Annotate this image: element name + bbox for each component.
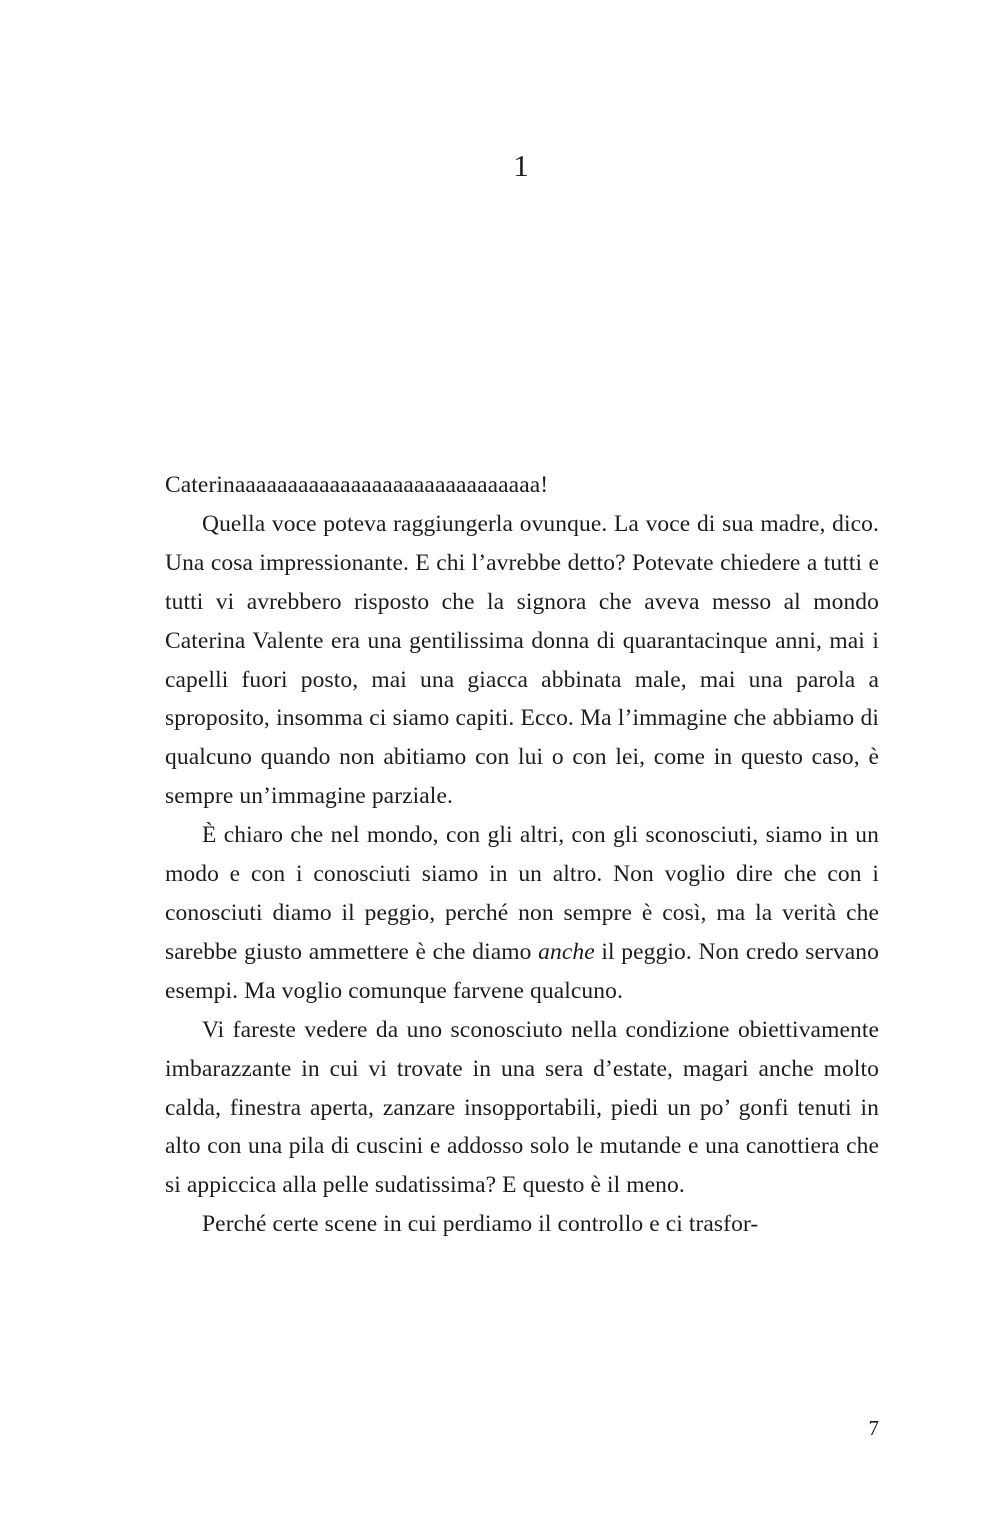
- paragraph: [165, 505, 879, 816]
- text-run: Vi fareste vedere da uno sconosciuto nella condizione obiettivamente imbarazzante in cui vi trovate in una sera d’estate, magari anche molto calda, finestra aperta, zanzare insopportabili, piedi un po’ gonfi tenuti in alto con una pila di cuscini e addosso solo le mutande e una canottiera che si appiccica alla pelle sudatissima? E questo è il meno.: [165, 1016, 879, 1199]
- text-run: Perché certe scene in cui perdiamo il controllo e ci trasfor-: [202, 1211, 759, 1238]
- page-number: 7: [868, 1416, 879, 1440]
- paragraph: [165, 466, 879, 505]
- paragraph: [165, 1011, 879, 1206]
- paragraph: [165, 816, 879, 1011]
- italic-text-run: anche: [538, 938, 595, 965]
- paragraph: [165, 1205, 879, 1244]
- body-text: [165, 466, 879, 1244]
- text-run: È chiaro che nel mondo, con gli altri, con gli sconosciuti, siamo in un modo e con i conosciuti siamo in un altro. Non voglio dire che con i conosciuti diamo il peggio, perché non sempre è così, ma la verità che sarebbe giusto ammettere è che diamo: [165, 822, 879, 965]
- chapter-number: 1: [513, 148, 529, 183]
- text-run: il peggio. Non credo servano esempi. Ma voglio comunque farvene qualcuno.: [165, 938, 879, 1004]
- text-run: Quella voce poteva raggiungerla ovunque. La voce di sua madre, dico. Una cosa impressionante. E chi l’avrebbe detto? Potevate chiedere a tutti e tutti vi avrebbero risposto che la signora che aveva messo al mondo Caterina Valente era una gentilissima donna di quarantacinque anni, mai i capelli fuori posto, mai una giacca abbinata male, mai una parola a sproposito, insomma ci siamo capiti. Ecco. Ma l’immagine che abbiamo di qualcuno quando non abitiamo con lui o con lei, come in questo caso, è sempre un’immagine parziale.: [165, 510, 879, 810]
- text-run: Caterinaaaaaaaaaaaaaaaaaaaaaaaaaaaaa!: [165, 472, 549, 498]
